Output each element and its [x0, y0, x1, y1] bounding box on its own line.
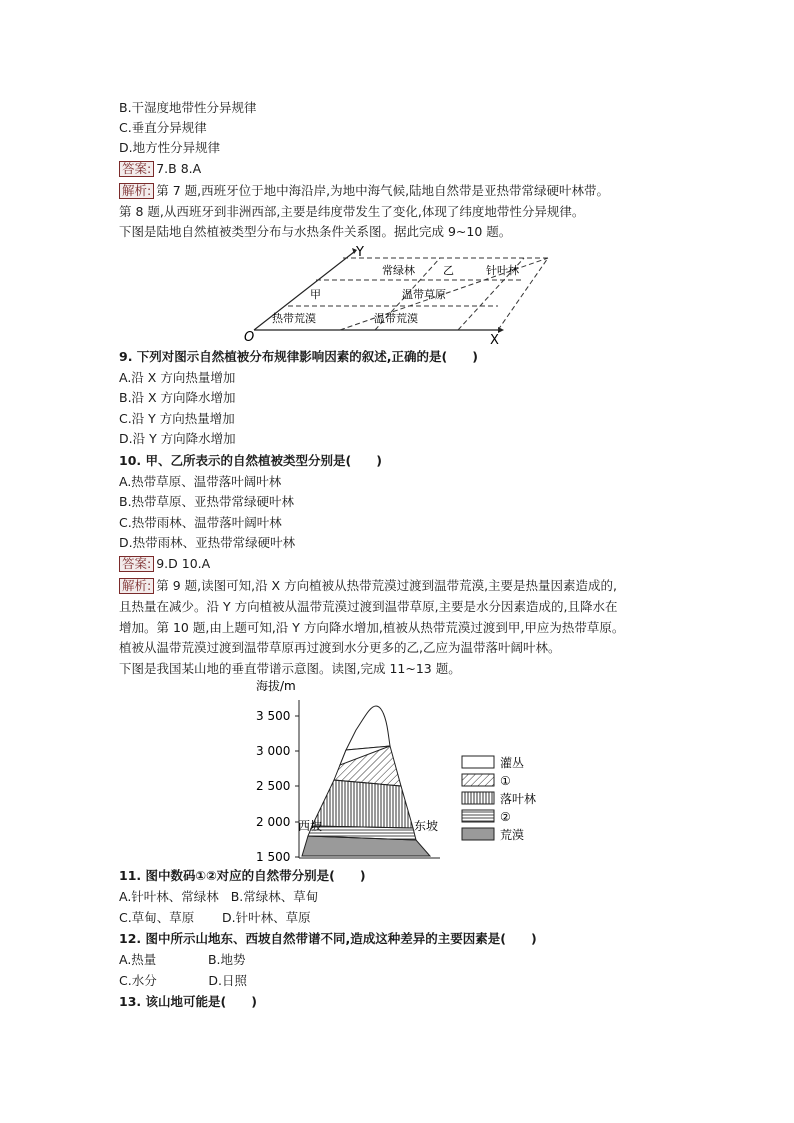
- q10-option-c: C.热带雨林、温带落叶阔叶林: [119, 515, 282, 530]
- q9-option-c: C.沿 Y 方向热量增加: [119, 411, 235, 426]
- analysis-label: 解析:: [119, 183, 154, 199]
- band-deciduous: [312, 780, 413, 828]
- cell-temperate-desert: 温带荒漠: [374, 312, 418, 325]
- legend-desert: 荒漠: [500, 828, 525, 842]
- cell-yi: 乙: [443, 264, 454, 277]
- q8-option-b: B.干湿度地带性分异规律: [119, 100, 257, 115]
- cell-jia: 甲: [310, 288, 321, 301]
- legend-shrub-swatch: [462, 756, 494, 768]
- q12-options-row2: C.水分 D.日照: [119, 973, 247, 988]
- analysis-9-10-line4: 植被从温带荒漠过渡到温带草原再过渡到水分更多的乙,乙应为温带落叶阔叶林。: [119, 640, 561, 655]
- analysis-9-10-text1: 第 9 题,读图可知,沿 X 方向植被从热带荒漠过渡到温带荒漠,主要是热量因素造成的,: [156, 578, 618, 593]
- answer-label: 答案:: [119, 161, 154, 177]
- analysis-7-8-line2: 第 8 题,从西班牙到非洲西部,主要是纬度带发生了变化,体现了纬度地带性分异规律。: [119, 204, 585, 219]
- analysis-label-2: 解析:: [119, 578, 154, 594]
- analysis-7-8-text1: 第 7 题,西班牙位于地中海沿岸,为地中海气候,陆地自然带是亚热带常绿硬叶林带。: [156, 183, 610, 198]
- legend-1-swatch: [462, 774, 494, 786]
- band-shrub-top: [346, 706, 390, 750]
- west-slope-label: 西坡: [298, 819, 323, 833]
- analysis-9-10-line3: 增加。第 10 题,由上题可知,沿 Y 方向降水增加,植被从热带荒漠过渡到甲,甲应为热带草原。: [119, 620, 625, 635]
- q11-stem: 11. 图中数码①②对应的自然带分别是( ): [119, 868, 366, 883]
- q9-stem: 9. 下列对图示自然植被分布规律影响因素的叙述,正确的是( ): [119, 349, 478, 364]
- q10-option-a: A.热带草原、温带落叶阔叶林: [119, 474, 282, 489]
- q12-stem: 12. 图中所示山地东、西坡自然带谱不同,造成这种差异的主要因素是( ): [119, 931, 537, 946]
- analysis-7-8-line1: [119, 183, 609, 199]
- q9-option-a: A.沿 X 方向热量增加: [119, 370, 236, 385]
- legend-desert-swatch: [462, 828, 494, 840]
- q9-option-b: B.沿 X 方向降水增加: [119, 390, 236, 405]
- q11-options-row1: A.针叶林、常绿林 B.常绿林、草甸: [119, 889, 319, 904]
- q10-stem: 10. 甲、乙所表示的自然植被类型分别是( ): [119, 453, 382, 468]
- q13-stem: 13. 该山地可能是( ): [119, 994, 257, 1009]
- legend-deciduous-swatch: [462, 792, 494, 804]
- cell-conifer: 针叶林: [486, 264, 519, 277]
- tick-2000: 2 000: [256, 815, 291, 829]
- answer-label-2: 答案:: [119, 556, 154, 572]
- vegetation-water-heat-diagram: [240, 244, 519, 348]
- q8-option-c: C.垂直分异规律: [119, 120, 207, 135]
- legend-deciduous: 落叶林: [500, 792, 537, 806]
- y-axis-title: 海拔/m: [256, 679, 296, 693]
- intro-11-13: 下图是我国某山地的垂直带谱示意图。读图,完成 11~13 题。: [119, 661, 461, 676]
- answer-9-10-text: 9.D 10.A: [156, 556, 211, 571]
- analysis-9-10-line2: 且热量在减少。沿 Y 方向植被从温带荒漠过渡到温带草原,主要是水分因素造成的,且降水在: [119, 599, 618, 614]
- east-slope-label: 东坡: [414, 819, 439, 833]
- tick-3500: 3 500: [256, 709, 291, 723]
- q10-option-b: B.热带草原、亚热带常绿硬叶林: [119, 494, 295, 509]
- q8-option-d: D.地方性分异规律: [119, 140, 221, 155]
- answer-9-10: [119, 556, 210, 572]
- q12-options-row1: A.热量 B.地势: [119, 952, 246, 967]
- intro-9-10: 下图是陆地自然植被类型分布与水热条件关系图。据此完成 9~10 题。: [119, 224, 512, 239]
- cell-tropical-desert: 热带荒漠: [272, 312, 316, 325]
- cell-temperate-grassland: 温带草原: [402, 288, 446, 301]
- vertical-zonation-diagram: [248, 676, 568, 866]
- legend-2-swatch: [462, 810, 494, 822]
- legend-shrub: 灌丛: [500, 756, 525, 770]
- origin-label: O: [244, 330, 255, 345]
- answer-7-8-text: 7.B 8.A: [156, 161, 202, 176]
- cell-evergreen: 常绿林: [382, 264, 415, 277]
- tick-3000: 3 000: [256, 744, 291, 758]
- answer-7-8: [119, 161, 201, 177]
- tick-2500: 2 500: [256, 779, 291, 793]
- q10-option-d: D.热带雨林、亚热带常绿硬叶林: [119, 535, 296, 550]
- y-axis-label: Y: [356, 245, 364, 260]
- q9-option-d: D.沿 Y 方向降水增加: [119, 431, 236, 446]
- x-axis-label: X: [490, 333, 499, 348]
- legend-2: ②: [500, 810, 511, 824]
- tick-1500: 1 500: [256, 850, 291, 864]
- q11-options-row2: C.草甸、草原 D.针叶林、草原: [119, 910, 311, 925]
- legend-1: ①: [500, 774, 511, 788]
- analysis-9-10-line1: [119, 578, 617, 594]
